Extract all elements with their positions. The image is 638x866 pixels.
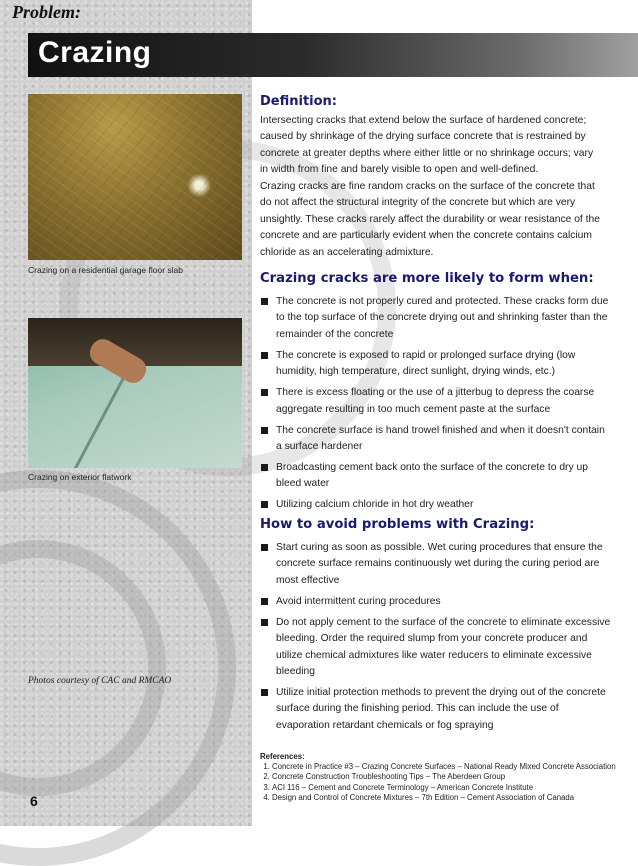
likely-heading: Crazing cracks are more likely to form when: [260, 271, 594, 286]
list-item: Avoid intermittent curing procedures [260, 594, 612, 610]
page-title: Crazing [38, 36, 152, 69]
garage-floor-crazing-photo [28, 94, 242, 260]
photo-caption-flatwork: Crazing on exterior flatwork [28, 472, 132, 482]
photo-control-joint [68, 365, 132, 468]
photo-caption-garage: Crazing on a residential garage floor slab [28, 265, 183, 275]
avoid-heading: How to avoid problems with Crazing: [260, 517, 535, 532]
list-item: The concrete is not properly cured and protected. These cracks form due to the top surface of the concrete drying out and shrinking faster than the remainder of the concrete [260, 294, 612, 343]
references-list [260, 762, 620, 803]
list-item: There is excess floating or the use of a jitterbug to depress the coarse aggregate resulting in too much cement paste at the surface [260, 385, 612, 418]
definition-heading: Definition: [260, 94, 338, 109]
reference-item: 3. ACI 116 – Cement and Concrete Terminology – American Concrete Institute [272, 783, 620, 793]
list-item: Utilize initial protection methods to prevent the drying out of the concrete surface during the finishing period. This can include the use of evaporation retardant chemicals or fog spraying [260, 685, 612, 734]
list-item: Utilizing calcium chloride in hot dry weather [260, 497, 612, 513]
list-item: The concrete is exposed to rapid or prolonged surface drying (low humidity, high temperature, direct sunlight, drying winds, etc.) [260, 348, 612, 381]
list-item: Start curing as soon as possible. Wet curing procedures that ensure the concrete surface remains continuously wet during the curing period are most effective [260, 540, 612, 589]
problem-label: Problem: [12, 2, 81, 22]
definition-paragraph-2: Crazing cracks are fine random cracks on the surface of the concrete that do not affect the structural integrity of the concrete but which are very unsightly. These cracks rarely affect the durability or wear resistance of the concrete and are particularly evident when the concrete contains calcium chloride as an accelerating admixture. [260, 181, 600, 258]
photo-credit: Photos courtesy of CAC and RMCAO [28, 676, 172, 686]
references [260, 752, 620, 803]
list-item: Do not apply cement to the surface of the concrete to eliminate excessive bleeding. Order the required slump from your concrete producer and utilize chemical admixtures like water reducers to eliminate excessive bleeding [260, 615, 612, 681]
reference-item: 2. Concrete Construction Troubleshooting Tips – The Aberdeen Group [272, 772, 620, 782]
title-bar [28, 33, 638, 77]
avoid-list [260, 540, 612, 739]
page-number: 6 [30, 793, 38, 809]
list-item: The concrete surface is hand trowel finished and when it doesn't contain a surface hardener [260, 423, 612, 456]
likely-list [260, 294, 612, 518]
reference-item: 1. Concrete in Practice #3 – Crazing Concrete Surfaces – National Ready Mixed Concrete Association [272, 762, 620, 772]
reference-item: 4. Design and Control of Concrete Mixtures – 7th Edition – Cement Association of Canada [272, 793, 620, 803]
definition-paragraph-1: Intersecting cracks that extend below the surface of hardened concrete; caused by shrinkage of the drying surface concrete that is restrained by concrete at greater depths where either little or no shrinkage occurs; vary in width from fine and barely visible to open and well-defined. [260, 115, 594, 176]
references-title: References: [260, 752, 305, 761]
list-item: Broadcasting cement back onto the surface of the concrete to dry up bleed water [260, 460, 612, 493]
exterior-flatwork-crazing-photo [28, 318, 242, 468]
